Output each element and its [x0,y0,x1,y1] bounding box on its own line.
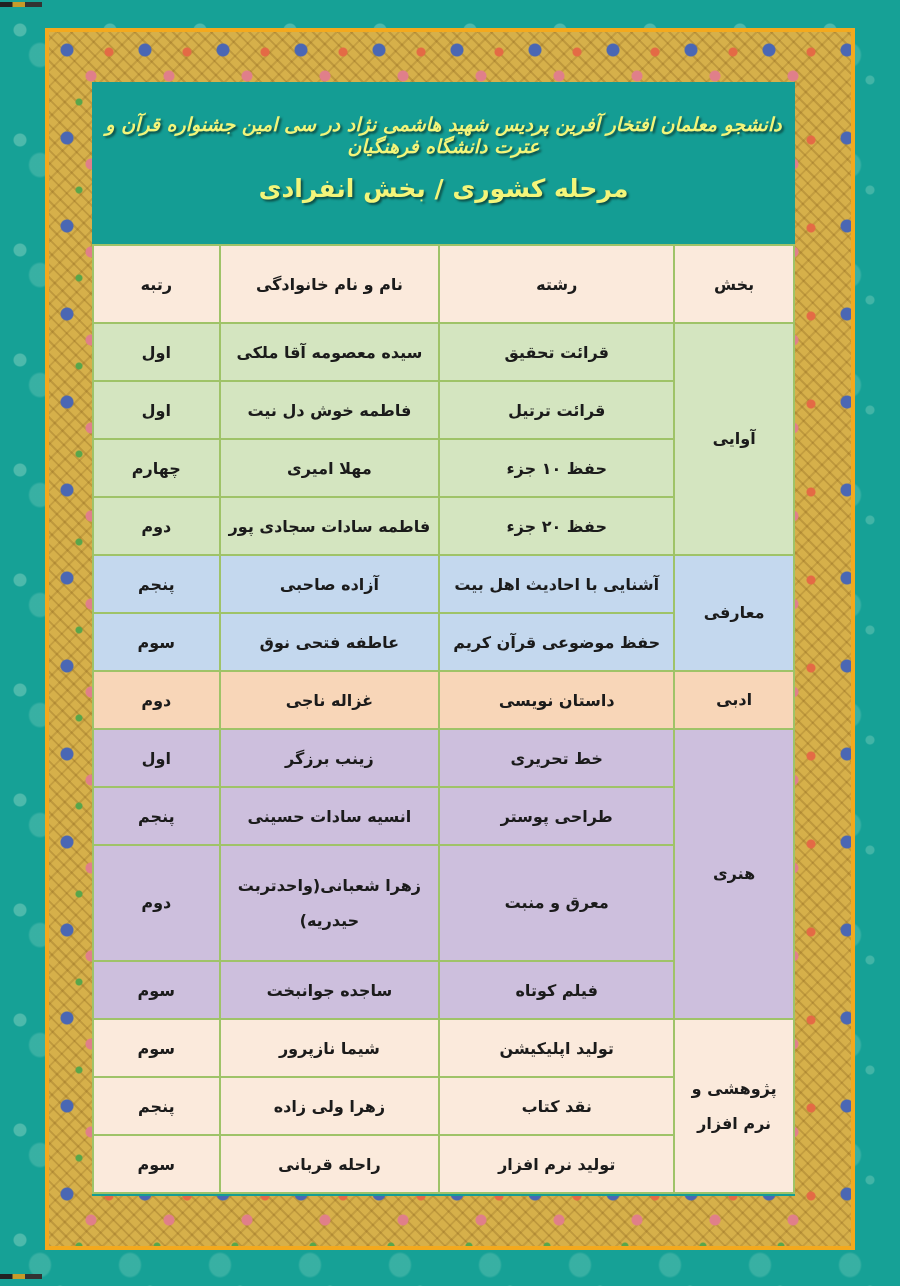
section-cell: معارفی [674,555,794,671]
rank-cell: سوم [93,961,220,1019]
rank-cell: سوم [93,1135,220,1193]
page-title: دانشجو معلمان افتخار آفرین پردیس شهید هاشمی نژاد در سی امین جشنواره قرآن و عترت دانشگاه فرهنگیان [105,114,782,158]
rank-cell: اول [93,729,220,787]
field-cell: طراحی پوستر [439,787,674,845]
rank-cell: دوم [93,845,220,961]
name-cell: سیده معصومه آقا ملکی [220,323,440,381]
section-cell: پژوهشی و نرم افزار [674,1019,794,1193]
field-cell: داستان نویسی [439,671,674,729]
field-cell: آشنایی با احادیث اهل بیت [439,555,674,613]
field-cell: تولید اپلیکیشن [439,1019,674,1077]
column-header-section: بخش [674,245,794,323]
rank-cell: دوم [93,497,220,555]
watermark-bottom [0,1274,42,1279]
table-row [93,729,794,787]
rank-cell: دوم [93,671,220,729]
column-header-field: رشته [439,245,674,323]
header [92,82,795,244]
name-cell: آزاده صاحبی [220,555,440,613]
name-cell: انسیه سادات حسینی [220,787,440,845]
name-cell: عاطفه فتحی نوق [220,613,440,671]
table-header-row [93,245,794,323]
rank-cell: چهارم [93,439,220,497]
field-cell: خط تحریری [439,729,674,787]
field-cell: قرائت تحقیق [439,323,674,381]
field-cell: حفظ موضوعی قرآن کریم [439,613,674,671]
name-cell: فاطمه خوش دل نیت [220,381,440,439]
field-cell: تولید نرم افزار [439,1135,674,1193]
content-panel [92,82,795,1196]
section-cell: ادبی [674,671,794,729]
watermark-top [0,2,42,7]
name-cell: ساجده جوانبخت [220,961,440,1019]
rank-cell: اول [93,381,220,439]
name-cell: زهرا ولی زاده [220,1077,440,1135]
column-header-name: نام و نام خانوادگی [220,245,440,323]
rank-cell: پنجم [93,787,220,845]
field-cell: قرائت ترتیل [439,381,674,439]
results-table [92,244,795,1194]
table-row [93,671,794,729]
table-row [93,323,794,381]
name-cell: مهلا امیری [220,439,440,497]
name-cell: زینب برزگر [220,729,440,787]
rank-cell: پنجم [93,555,220,613]
field-cell: معرق و منبت [439,845,674,961]
rank-cell: سوم [93,613,220,671]
name-cell: راحله قربانی [220,1135,440,1193]
page-subtitle: مرحله کشوری / بخش انفرادی [258,174,629,203]
field-cell: حفظ ۲۰ جزء [439,497,674,555]
section-cell: آوایی [674,323,794,555]
rank-cell: اول [93,323,220,381]
table-row [93,1019,794,1077]
name-cell: زهرا شعبانی(واحدتربت حیدریه) [220,845,440,961]
table-row [93,555,794,613]
name-cell: فاطمه سادات سجادی پور [220,497,440,555]
name-cell: شیما نازپرور [220,1019,440,1077]
field-cell: فیلم کوتاه [439,961,674,1019]
section-cell: هنری [674,729,794,1019]
name-cell: غزاله ناجی [220,671,440,729]
rank-cell: پنجم [93,1077,220,1135]
rank-cell: سوم [93,1019,220,1077]
field-cell: نقد کتاب [439,1077,674,1135]
column-header-rank: رتبه [93,245,220,323]
field-cell: حفظ ۱۰ جزء [439,439,674,497]
